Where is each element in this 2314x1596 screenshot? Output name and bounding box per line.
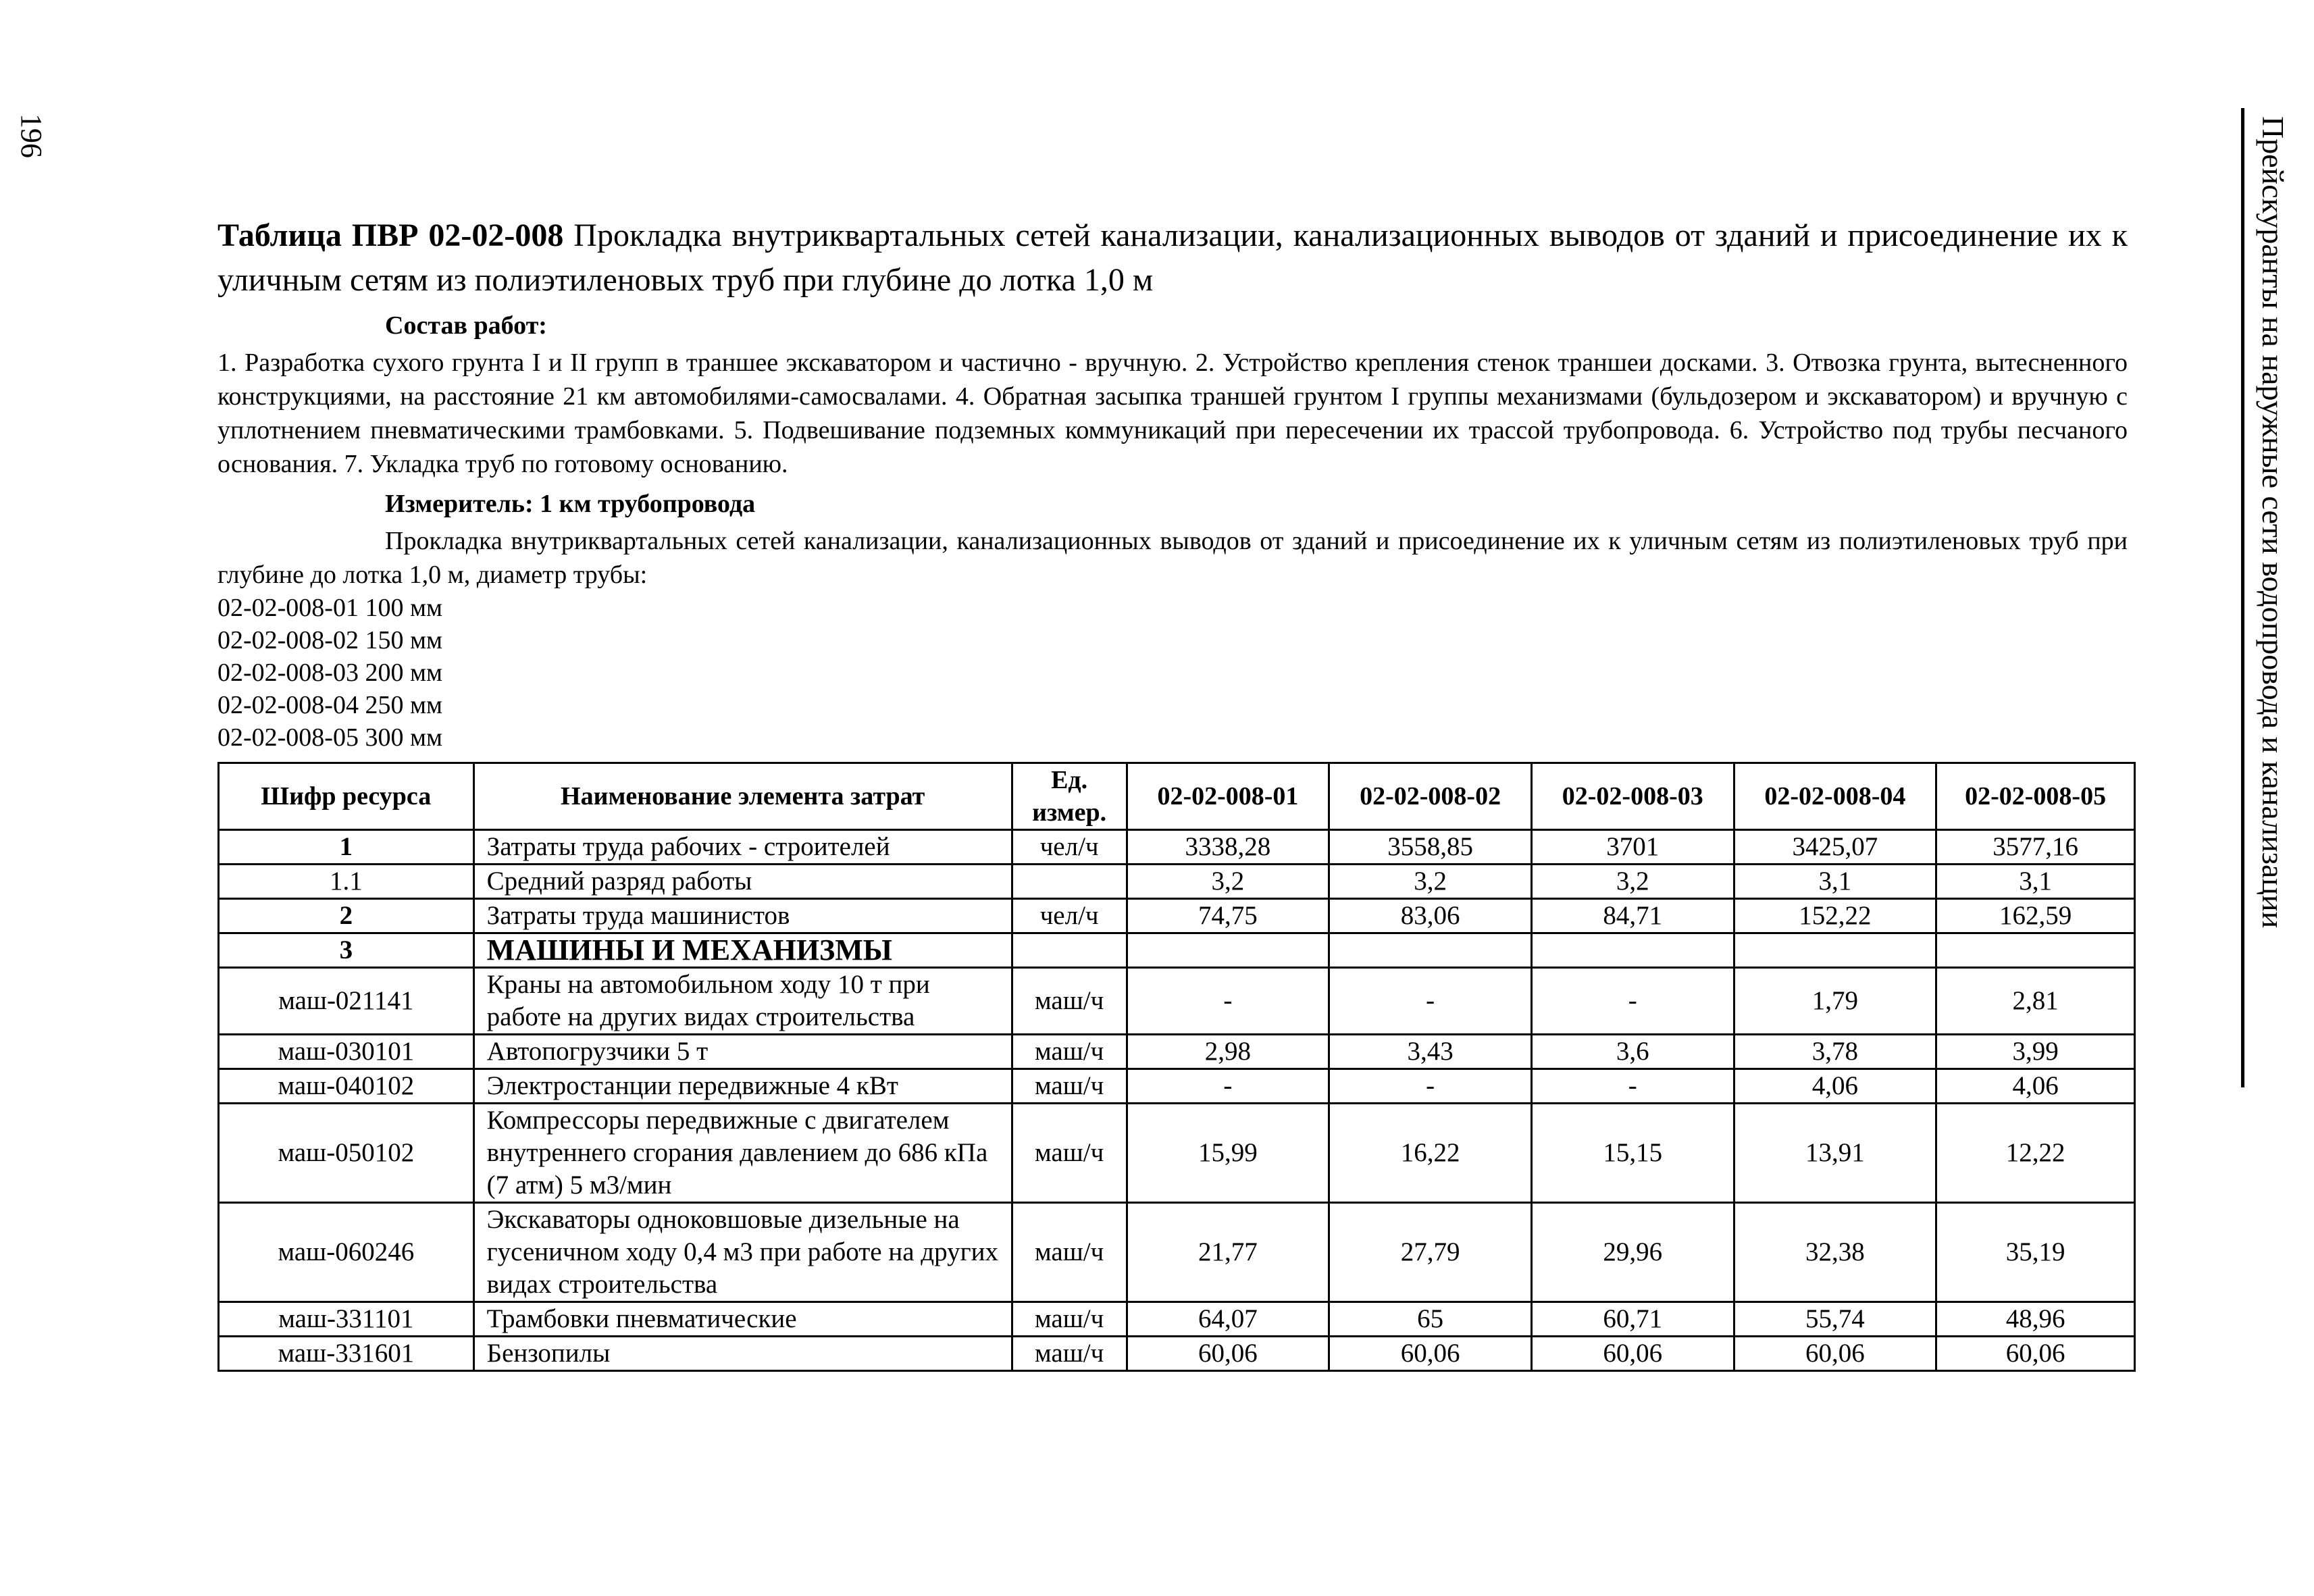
value-cell: 55,74 [1734, 1302, 1936, 1337]
value-cell: 35,19 [1936, 1203, 2135, 1302]
page-number: 196 [15, 113, 48, 158]
unit: маш/ч [1012, 1104, 1127, 1203]
unit: маш/ч [1012, 1302, 1127, 1337]
value-cell: 3,99 [1936, 1035, 2135, 1069]
resource-code: маш-021141 [219, 968, 474, 1035]
header-rule [2241, 108, 2244, 1087]
value-cell: 3,2 [1127, 865, 1329, 899]
cost-element-name: Средний разряд работы [473, 865, 1012, 899]
resource-code: 3 [219, 933, 474, 968]
value-cell: 3338,28 [1127, 830, 1329, 865]
value-cell: 3,1 [1936, 865, 2135, 899]
value-cell: 74,75 [1127, 899, 1329, 933]
resource-code: 1.1 [219, 865, 474, 899]
value-cell [1329, 933, 1532, 968]
unit [1012, 933, 1127, 968]
meter-heading: Измеритель: 1 км трубопровода [385, 490, 756, 518]
cost-element-name: Электростанции передвижные 4 кВт [473, 1069, 1012, 1104]
value-cell: 1,79 [1734, 968, 1936, 1035]
value-cell: 12,22 [1936, 1104, 2135, 1203]
resource-code: 2 [219, 899, 474, 933]
resource-code: маш-331101 [219, 1302, 474, 1337]
unit [1012, 865, 1127, 899]
table-row [219, 1203, 2135, 1302]
value-cell: 65 [1329, 1302, 1532, 1337]
value-cell: 13,91 [1734, 1104, 1936, 1203]
value-cell: 29,96 [1531, 1203, 1734, 1302]
cost-table-body [219, 830, 2135, 1371]
cost-element-name: Автопогрузчики 5 т [473, 1035, 1012, 1069]
value-cell: 3,43 [1329, 1035, 1532, 1069]
table-row [219, 1069, 2135, 1104]
cost-element-name: Трамбовки пневматические [473, 1302, 1012, 1337]
table-row [219, 1104, 2135, 1203]
value-cell: 64,07 [1127, 1302, 1329, 1337]
unit: чел/ч [1012, 830, 1127, 865]
cost-element-name: Краны на автомобильном ходу 10 т при работе на других видах строительства [473, 968, 1012, 1035]
value-cell: 16,22 [1329, 1104, 1532, 1203]
table-title-text: Прокладка внутриквартальных сетей канализации, канализационных выводов от зданий и присоединение их к уличным сетям из полиэтиленовых труб при глубине до лотка 1,0 м [217, 217, 2128, 298]
table-row [219, 865, 2135, 899]
value-cell: 60,06 [1531, 1337, 1734, 1371]
works-description: 1. Разработка сухого грунта I и II групп в траншее экскаватором и частично - вручную. 2. Устройство крепления стенок траншеи досками. 3. Отвозка грунта, вытесненного конструкциями, на расстояние 21 км автомобилями-самосвалами. 4. Обратная засыпка траншей грунтом I группы механизмами (бульдозером и экскаватором) и вручную с уплотнением пневматическими трамбовками. 5. Подвешивание подземных коммуникаций при пересечении их трассой трубопровода. 6. Устройство под трубы песчаного основания. 7. Укладка труб по готовому основанию. [217, 349, 2128, 478]
value-cell: 60,06 [1127, 1337, 1329, 1371]
table-row [219, 830, 2135, 865]
header-col-04: 02-02-008-04 [1734, 763, 1936, 830]
value-cell: 60,71 [1531, 1302, 1734, 1337]
value-cell [1531, 933, 1734, 968]
cost-element-name: МАШИНЫ И МЕХАНИЗМЫ [473, 933, 1012, 968]
value-cell: 4,06 [1936, 1069, 2135, 1104]
value-cell: 3,2 [1531, 865, 1734, 899]
table-title [217, 213, 2128, 303]
value-cell: 3,6 [1531, 1035, 1734, 1069]
table-row [219, 968, 2135, 1035]
resource-code: маш-030101 [219, 1035, 474, 1069]
value-cell: 4,06 [1734, 1069, 1936, 1104]
document-body [217, 213, 2128, 754]
code-item: 02-02-008-05 300 мм [217, 723, 443, 752]
code-item: 02-02-008-04 250 мм [217, 691, 443, 719]
cost-element-name: Компрессоры передвижные с двигателем внутреннего сгорания давлением до 686 кПа (7 атм) 5 м3/мин [473, 1104, 1012, 1203]
value-cell: 152,22 [1734, 899, 1936, 933]
unit: маш/ч [1012, 1035, 1127, 1069]
table-row [219, 1035, 2135, 1069]
unit: маш/ч [1012, 1203, 1127, 1302]
resource-code: 1 [219, 830, 474, 865]
running-header: Прейскуранты на наружные сети водопровода и канализации [2256, 116, 2290, 929]
value-cell: 27,79 [1329, 1203, 1532, 1302]
code-item: 02-02-008-02 150 мм [217, 626, 443, 654]
resource-code: маш-040102 [219, 1069, 474, 1104]
value-cell: - [1127, 1069, 1329, 1104]
code-item: 02-02-008-01 100 мм [217, 594, 443, 622]
table-row [219, 899, 2135, 933]
header-name: Наименование элемента затрат [473, 763, 1012, 830]
cost-table [217, 762, 2136, 1372]
resource-code: маш-331601 [219, 1337, 474, 1371]
value-cell: 60,06 [1936, 1337, 2135, 1371]
unit: маш/ч [1012, 968, 1127, 1035]
header-col-02: 02-02-008-02 [1329, 763, 1532, 830]
value-cell: - [1329, 968, 1532, 1035]
code-item: 02-02-008-03 200 мм [217, 659, 443, 687]
value-cell: 15,99 [1127, 1104, 1329, 1203]
unit: чел/ч [1012, 899, 1127, 933]
value-cell: 3558,85 [1329, 830, 1532, 865]
value-cell: 3425,07 [1734, 830, 1936, 865]
value-cell: 2,98 [1127, 1035, 1329, 1069]
header-col-03: 02-02-008-03 [1531, 763, 1734, 830]
value-cell [1734, 933, 1936, 968]
value-cell: 3577,16 [1936, 830, 2135, 865]
table-title-label: Таблица ПВР 02-02-008 [217, 217, 564, 253]
value-cell: 21,77 [1127, 1203, 1329, 1302]
value-cell: 3,78 [1734, 1035, 1936, 1069]
value-cell: 48,96 [1936, 1302, 2135, 1337]
value-cell: - [1531, 1069, 1734, 1104]
unit: маш/ч [1012, 1069, 1127, 1104]
value-cell: - [1127, 968, 1329, 1035]
header-col-01: 02-02-008-01 [1127, 763, 1329, 830]
works-heading: Состав работ: [385, 311, 547, 340]
value-cell: 2,81 [1936, 968, 2135, 1035]
header-unit: Ед. измер. [1012, 763, 1127, 830]
value-cell: 60,06 [1329, 1337, 1532, 1371]
value-cell: - [1531, 968, 1734, 1035]
resource-code: маш-060246 [219, 1203, 474, 1302]
value-cell: 83,06 [1329, 899, 1532, 933]
value-cell: 3,2 [1329, 865, 1532, 899]
header-col-05: 02-02-008-05 [1936, 763, 2135, 830]
code-list [217, 592, 2128, 754]
resource-code: маш-050102 [219, 1104, 474, 1203]
table-row [219, 1302, 2135, 1337]
table-row [219, 1337, 2135, 1371]
value-cell: 162,59 [1936, 899, 2135, 933]
cost-table-header [219, 763, 2135, 830]
section-row [219, 933, 2135, 968]
value-cell: 84,71 [1531, 899, 1734, 933]
header-code: Шифр ресурса [219, 763, 474, 830]
cost-element-name: Затраты труда рабочих - строителей [473, 830, 1012, 865]
cost-element-name: Экскаваторы одноковшовые дизельные на гусеничном ходу 0,4 м3 при работе на других видах строительства [473, 1203, 1012, 1302]
value-cell: - [1329, 1069, 1532, 1104]
value-cell: 32,38 [1734, 1203, 1936, 1302]
header-row [219, 763, 2135, 830]
cost-element-name: Затраты труда машинистов [473, 899, 1012, 933]
value-cell: 3,1 [1734, 865, 1936, 899]
meter-description: Прокладка внутриквартальных сетей канализации, канализационных выводов от зданий и присоединение их к уличным сетям из полиэтиленовых труб при глубине до лотка 1,0 м, диаметр трубы: [217, 527, 2128, 589]
cost-element-name: Бензопилы [473, 1337, 1012, 1371]
value-cell [1936, 933, 2135, 968]
value-cell: 15,15 [1531, 1104, 1734, 1203]
unit: маш/ч [1012, 1337, 1127, 1371]
value-cell: 60,06 [1734, 1337, 1936, 1371]
value-cell [1127, 933, 1329, 968]
value-cell: 3701 [1531, 830, 1734, 865]
